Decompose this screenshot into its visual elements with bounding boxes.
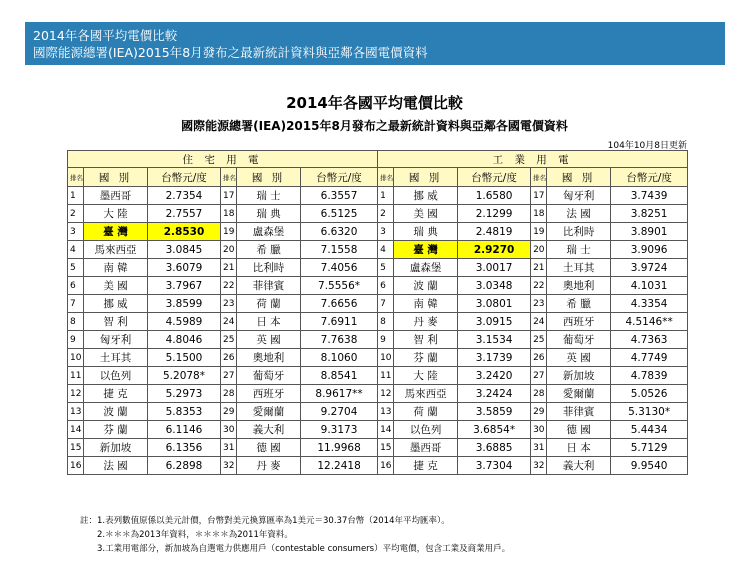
price-cell: 3.6079 (148, 259, 221, 277)
banner-title: 2014年各國平均電價比較 (33, 28, 178, 43)
rank-cell: 8 (378, 313, 394, 331)
rank-cell: 10 (68, 349, 84, 367)
price-cell: 3.9096 (611, 241, 688, 259)
rank-cell: 29 (221, 403, 237, 421)
price-cell: 3.1534 (458, 331, 531, 349)
rank-cell: 8 (68, 313, 84, 331)
rank-cell: 24 (221, 313, 237, 331)
price-cell: 7.4056 (301, 259, 378, 277)
country-cell: 英 國 (237, 331, 301, 349)
rank-cell: 15 (68, 439, 84, 457)
price-cell: 3.8901 (611, 223, 688, 241)
rank-cell: 1 (68, 187, 84, 205)
rank-cell: 22 (221, 277, 237, 295)
price-cell: 6.3557 (301, 187, 378, 205)
price-cell: 3.8251 (611, 205, 688, 223)
price-cell: 9.2704 (301, 403, 378, 421)
rank-cell: 28 (221, 385, 237, 403)
document-subtitle: 國際能源總署(IEA)2015年8月發布之最新統計資料與亞鄰各國電價資料 (181, 119, 568, 133)
price-cell: 7.1558 (301, 241, 378, 259)
country-cell: 葡萄牙 (547, 331, 611, 349)
country-cell: 臺 灣 (394, 241, 458, 259)
country-cell: 智 利 (394, 331, 458, 349)
rank-cell: 7 (68, 295, 84, 313)
price-cell: 5.2973 (148, 385, 221, 403)
footnotes (80, 514, 510, 556)
price-cell: 4.7749 (611, 349, 688, 367)
country-cell: 瑞 士 (547, 241, 611, 259)
country-cell: 新加坡 (547, 367, 611, 385)
country-cell: 愛爾蘭 (237, 403, 301, 421)
country-cell: 捷 克 (394, 457, 458, 475)
rank-cell: 3 (68, 223, 84, 241)
price-cell: 5.7129 (611, 439, 688, 457)
rank-cell: 3 (378, 223, 394, 241)
price-cell: 3.0915 (458, 313, 531, 331)
industrial-section-label: 工 業 用 電 (378, 151, 688, 168)
price-cell: 5.3130* (611, 403, 688, 421)
rank-cell: 25 (531, 331, 547, 349)
price-cell: 2.8530 (148, 223, 221, 241)
country-cell: 大 陸 (394, 367, 458, 385)
country-cell: 英 國 (547, 349, 611, 367)
rank-header: 排名 (221, 168, 237, 187)
table-body (68, 187, 688, 475)
table-row (68, 439, 688, 457)
price-cell: 3.1739 (458, 349, 531, 367)
price-cell: 12.2418 (301, 457, 378, 475)
price-cell: 7.6656 (301, 295, 378, 313)
price-cell: 4.7363 (611, 331, 688, 349)
rank-cell: 13 (68, 403, 84, 421)
residential-section-label: 住 宅 用 電 (68, 151, 378, 168)
price-cell: 4.1031 (611, 277, 688, 295)
rank-cell: 16 (378, 457, 394, 475)
country-cell: 挪 威 (84, 295, 148, 313)
country-cell: 希 臘 (547, 295, 611, 313)
price-cell: 3.0845 (148, 241, 221, 259)
table-row (68, 223, 688, 241)
country-cell: 美 國 (84, 277, 148, 295)
price-cell: 6.1356 (148, 439, 221, 457)
rank-cell: 23 (531, 295, 547, 313)
price-cell: 6.2898 (148, 457, 221, 475)
table-row (68, 457, 688, 475)
price-cell: 4.5146** (611, 313, 688, 331)
country-cell: 南 韓 (84, 259, 148, 277)
country-cell: 匈牙利 (84, 331, 148, 349)
country-cell: 丹 麥 (237, 457, 301, 475)
rank-cell: 28 (531, 385, 547, 403)
table-row (68, 367, 688, 385)
country-cell: 法 國 (547, 205, 611, 223)
rank-cell: 15 (378, 439, 394, 457)
country-cell: 比利時 (237, 259, 301, 277)
rank-cell: 14 (378, 421, 394, 439)
price-cell: 4.3354 (611, 295, 688, 313)
price-cell: 8.9617** (301, 385, 378, 403)
rank-cell: 25 (221, 331, 237, 349)
price-cell: 7.7638 (301, 331, 378, 349)
country-cell: 馬來西亞 (84, 241, 148, 259)
rank-cell: 18 (221, 205, 237, 223)
rank-cell: 20 (221, 241, 237, 259)
rank-cell: 30 (221, 421, 237, 439)
price-cell: 2.7354 (148, 187, 221, 205)
price-cell: 3.7439 (611, 187, 688, 205)
country-cell: 荷 蘭 (237, 295, 301, 313)
rank-header: 排名 (378, 168, 394, 187)
table-row (68, 241, 688, 259)
table-row (68, 259, 688, 277)
price-cell: 6.5125 (301, 205, 378, 223)
price-cell: 4.7839 (611, 367, 688, 385)
country-cell: 以色列 (84, 367, 148, 385)
price-cell: 5.4434 (611, 421, 688, 439)
rank-cell: 32 (531, 457, 547, 475)
updated-date: 104年10月8日更新 (607, 141, 687, 151)
rank-cell: 2 (378, 205, 394, 223)
rank-header: 排名 (68, 168, 84, 187)
price-cell: 5.2078* (148, 367, 221, 385)
price-cell: 8.1060 (301, 349, 378, 367)
country-cell: 菲律賓 (547, 403, 611, 421)
country-cell: 瑞 典 (394, 223, 458, 241)
price-cell: 3.6854* (458, 421, 531, 439)
rank-cell: 17 (221, 187, 237, 205)
country-cell: 奧地利 (237, 349, 301, 367)
country-cell: 挪 威 (394, 187, 458, 205)
country-cell: 馬來西亞 (394, 385, 458, 403)
price-table (67, 150, 688, 475)
price-cell: 3.8599 (148, 295, 221, 313)
table-row (68, 313, 688, 331)
price-header: 台幣元/度 (148, 168, 221, 187)
price-cell: 2.4819 (458, 223, 531, 241)
price-cell: 5.1500 (148, 349, 221, 367)
price-cell: 8.8541 (301, 367, 378, 385)
price-cell: 4.5989 (148, 313, 221, 331)
country-cell: 匈牙利 (547, 187, 611, 205)
rank-cell: 9 (68, 331, 84, 349)
table-row (68, 331, 688, 349)
price-cell: 3.0348 (458, 277, 531, 295)
rank-cell: 16 (68, 457, 84, 475)
rank-cell: 13 (378, 403, 394, 421)
table-row (68, 205, 688, 223)
page-banner (25, 22, 725, 65)
price-cell: 2.9270 (458, 241, 531, 259)
country-cell: 義大利 (237, 421, 301, 439)
country-cell: 菲律賓 (237, 277, 301, 295)
country-cell: 日 本 (547, 439, 611, 457)
country-cell: 希 臘 (237, 241, 301, 259)
rank-cell: 31 (531, 439, 547, 457)
country-cell: 芬 蘭 (84, 421, 148, 439)
rank-cell: 4 (68, 241, 84, 259)
rank-cell: 6 (378, 277, 394, 295)
country-cell: 土耳其 (547, 259, 611, 277)
rank-cell: 23 (221, 295, 237, 313)
price-cell: 3.0801 (458, 295, 531, 313)
country-cell: 智 利 (84, 313, 148, 331)
table-row (68, 187, 688, 205)
document-title: 2014年各國平均電價比較 (286, 94, 463, 112)
country-cell: 法 國 (84, 457, 148, 475)
column-header-row (68, 168, 688, 187)
banner-subtitle: 國際能源總署(IEA)2015年8月發布之最新統計資料與亞鄰各國電價資料 (33, 45, 428, 60)
rank-cell: 11 (68, 367, 84, 385)
table-row (68, 349, 688, 367)
country-cell: 墨西哥 (84, 187, 148, 205)
price-cell: 2.1299 (458, 205, 531, 223)
price-cell: 3.5859 (458, 403, 531, 421)
price-header: 台幣元/度 (611, 168, 688, 187)
table-row (68, 277, 688, 295)
rank-cell: 12 (378, 385, 394, 403)
price-cell: 3.9724 (611, 259, 688, 277)
price-cell: 6.1146 (148, 421, 221, 439)
rank-cell: 21 (221, 259, 237, 277)
rank-cell: 20 (531, 241, 547, 259)
section-header-row (68, 151, 688, 168)
price-cell: 1.6580 (458, 187, 531, 205)
country-cell: 德 國 (547, 421, 611, 439)
country-cell: 波 蘭 (84, 403, 148, 421)
country-cell: 西班牙 (237, 385, 301, 403)
price-cell: 3.6885 (458, 439, 531, 457)
rank-cell: 5 (378, 259, 394, 277)
country-cell: 葡萄牙 (237, 367, 301, 385)
country-cell: 比利時 (547, 223, 611, 241)
rank-cell: 4 (378, 241, 394, 259)
rank-cell: 14 (68, 421, 84, 439)
country-cell: 捷 克 (84, 385, 148, 403)
table-row (68, 295, 688, 313)
rank-cell: 22 (531, 277, 547, 295)
country-header: 國 別 (84, 168, 148, 187)
rank-cell: 6 (68, 277, 84, 295)
country-cell: 墨西哥 (394, 439, 458, 457)
price-cell: 5.8353 (148, 403, 221, 421)
rank-cell: 2 (68, 205, 84, 223)
price-cell: 2.7557 (148, 205, 221, 223)
country-cell: 義大利 (547, 457, 611, 475)
country-header: 國 別 (394, 168, 458, 187)
footnote-1: 註：1.表列數值原係以美元計價，台幣對美元換算匯率為1美元＝30.37台幣（2014年平均匯率）。 (80, 516, 450, 526)
country-cell: 新加坡 (84, 439, 148, 457)
table-row (68, 385, 688, 403)
country-header: 國 別 (237, 168, 301, 187)
rank-cell: 27 (221, 367, 237, 385)
price-cell: 3.2424 (458, 385, 531, 403)
footnote-2: 2.＊＊＊為2013年資料，＊＊＊＊為2011年資料。 (97, 530, 293, 540)
rank-cell: 7 (378, 295, 394, 313)
rank-cell: 27 (531, 367, 547, 385)
country-cell: 盧森堡 (237, 223, 301, 241)
country-cell: 丹 麥 (394, 313, 458, 331)
price-cell: 9.3173 (301, 421, 378, 439)
country-cell: 波 蘭 (394, 277, 458, 295)
rank-cell: 26 (221, 349, 237, 367)
country-cell: 西班牙 (547, 313, 611, 331)
price-cell: 9.9540 (611, 457, 688, 475)
rank-header: 排名 (531, 168, 547, 187)
price-cell: 3.0017 (458, 259, 531, 277)
rank-cell: 11 (378, 367, 394, 385)
footnote-3: 3.工業用電部分，新加坡為自選電力供應用戶（contestable consumers）平均電價，包含工業及商業用戶。 (97, 544, 511, 554)
rank-cell: 30 (531, 421, 547, 439)
country-cell: 瑞 典 (237, 205, 301, 223)
price-cell: 3.2420 (458, 367, 531, 385)
country-cell: 愛爾蘭 (547, 385, 611, 403)
country-cell: 土耳其 (84, 349, 148, 367)
price-cell: 5.0526 (611, 385, 688, 403)
rank-cell: 26 (531, 349, 547, 367)
price-cell: 7.5556* (301, 277, 378, 295)
country-cell: 美 國 (394, 205, 458, 223)
price-cell: 4.8046 (148, 331, 221, 349)
price-cell: 3.7967 (148, 277, 221, 295)
price-header: 台幣元/度 (301, 168, 378, 187)
country-cell: 盧森堡 (394, 259, 458, 277)
rank-cell: 24 (531, 313, 547, 331)
country-cell: 芬 蘭 (394, 349, 458, 367)
price-header: 台幣元/度 (458, 168, 531, 187)
country-cell: 日 本 (237, 313, 301, 331)
country-cell: 南 韓 (394, 295, 458, 313)
rank-cell: 1 (378, 187, 394, 205)
country-cell: 荷 蘭 (394, 403, 458, 421)
country-cell: 臺 灣 (84, 223, 148, 241)
price-cell: 3.7304 (458, 457, 531, 475)
rank-cell: 17 (531, 187, 547, 205)
rank-cell: 12 (68, 385, 84, 403)
price-cell: 7.6911 (301, 313, 378, 331)
country-cell: 大 陸 (84, 205, 148, 223)
table-row (68, 403, 688, 421)
country-header: 國 別 (547, 168, 611, 187)
rank-cell: 31 (221, 439, 237, 457)
rank-cell: 19 (221, 223, 237, 241)
rank-cell: 21 (531, 259, 547, 277)
rank-cell: 19 (531, 223, 547, 241)
rank-cell: 10 (378, 349, 394, 367)
rank-cell: 5 (68, 259, 84, 277)
country-cell: 以色列 (394, 421, 458, 439)
rank-cell: 9 (378, 331, 394, 349)
country-cell: 瑞 士 (237, 187, 301, 205)
rank-cell: 29 (531, 403, 547, 421)
country-cell: 奧地利 (547, 277, 611, 295)
rank-cell: 32 (221, 457, 237, 475)
price-cell: 6.6320 (301, 223, 378, 241)
country-cell: 德 國 (237, 439, 301, 457)
table-row (68, 421, 688, 439)
rank-cell: 18 (531, 205, 547, 223)
price-cell: 11.9968 (301, 439, 378, 457)
